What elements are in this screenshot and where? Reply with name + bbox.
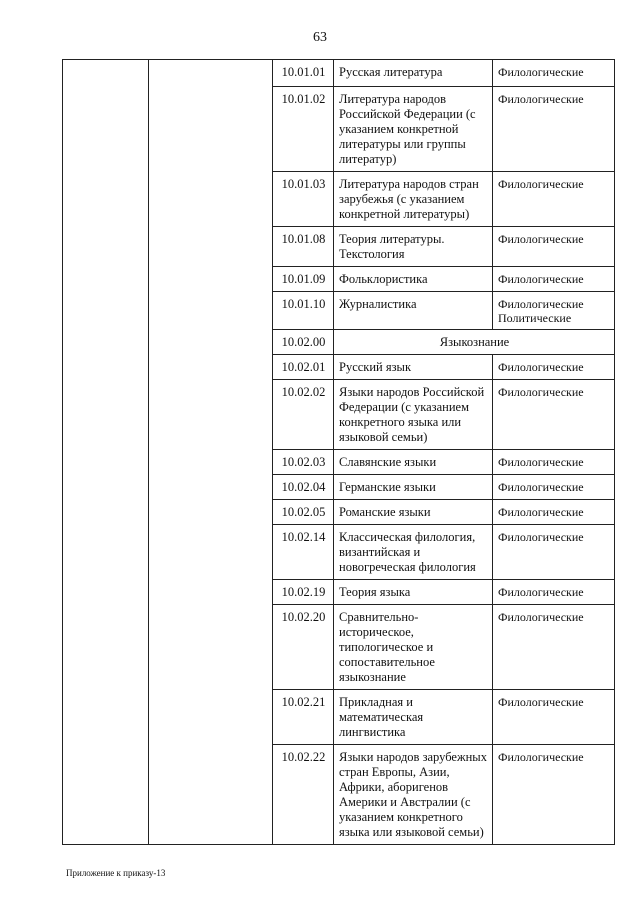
science-branch: Филологические (493, 450, 615, 475)
specialty-name: Сравнительно-историческое, типологическое и сопоставительное языкознание (334, 605, 493, 690)
specialty-code: 10.01.08 (273, 227, 334, 267)
table-row (63, 60, 615, 87)
specialty-code: 10.02.01 (273, 355, 334, 380)
footer-note: Приложение к приказу-13 (66, 868, 166, 878)
specialty-name: Журналистика (334, 292, 493, 330)
specialty-code: 10.02.21 (273, 690, 334, 745)
specialty-code: 10.01.03 (273, 172, 334, 227)
blank-column-2 (149, 60, 273, 845)
specialty-name: Русская литература (334, 60, 493, 87)
specialty-code: 10.02.03 (273, 450, 334, 475)
science-branch: Филологические (493, 500, 615, 525)
specialty-name: Языки народов зарубежных стран Европы, Азии, Африки, аборигенов Америки и Австралии (с указанием конкретного языка или языковой семьи) (334, 745, 493, 845)
specialty-code: 10.02.14 (273, 525, 334, 580)
specialty-code: 10.01.09 (273, 267, 334, 292)
specialty-code: 10.02.20 (273, 605, 334, 690)
specialty-code: 10.02.04 (273, 475, 334, 500)
specialty-name: Романские языки (334, 500, 493, 525)
science-branch: Филологические (493, 525, 615, 580)
specialty-name: Славянские языки (334, 450, 493, 475)
specialty-name: Языки народов Российской Федерации (с указанием конкретного языка или языковой семьи) (334, 380, 493, 450)
blank-column-1 (63, 60, 149, 845)
science-branch: Филологические (493, 172, 615, 227)
specialty-code: 10.01.10 (273, 292, 334, 330)
specialty-code: 10.02.19 (273, 580, 334, 605)
science-branch: Филологические (493, 60, 615, 87)
science-branch: Филологические (493, 87, 615, 172)
specialties-table (62, 59, 615, 845)
science-branch: Филологические (493, 475, 615, 500)
specialty-name: Классическая филология, византийская и новогреческая филология (334, 525, 493, 580)
science-branch: Филологические Политические (493, 292, 615, 330)
specialty-name: Фольклористика (334, 267, 493, 292)
science-branch: Филологические (493, 355, 615, 380)
specialty-name: Литература народов стран зарубежья (с указанием конкретной литературы) (334, 172, 493, 227)
specialty-code: 10.01.02 (273, 87, 334, 172)
specialty-name: Русский язык (334, 355, 493, 380)
specialty-code: 10.02.02 (273, 380, 334, 450)
group-title: Языкознание (334, 330, 615, 355)
specialty-code: 10.02.00 (273, 330, 334, 355)
specialty-name: Германские языки (334, 475, 493, 500)
science-branch: Филологические (493, 380, 615, 450)
specialty-code: 10.02.05 (273, 500, 334, 525)
science-branch: Филологические (493, 605, 615, 690)
science-branch: Филологические (493, 227, 615, 267)
specialty-name: Литература народов Российской Федерации (с указанием конкретной литературы или группы литератур) (334, 87, 493, 172)
specialty-code: 10.01.01 (273, 60, 334, 87)
science-branch: Филологические (493, 580, 615, 605)
science-branch: Филологические (493, 745, 615, 845)
specialty-code: 10.02.22 (273, 745, 334, 845)
science-branch: Филологические (493, 267, 615, 292)
specialty-name: Теория литературы. Текстология (334, 227, 493, 267)
science-branch: Филологические (493, 690, 615, 745)
specialty-name: Теория языка (334, 580, 493, 605)
page-number: 63 (313, 30, 327, 45)
specialty-name: Прикладная и математическая лингвистика (334, 690, 493, 745)
